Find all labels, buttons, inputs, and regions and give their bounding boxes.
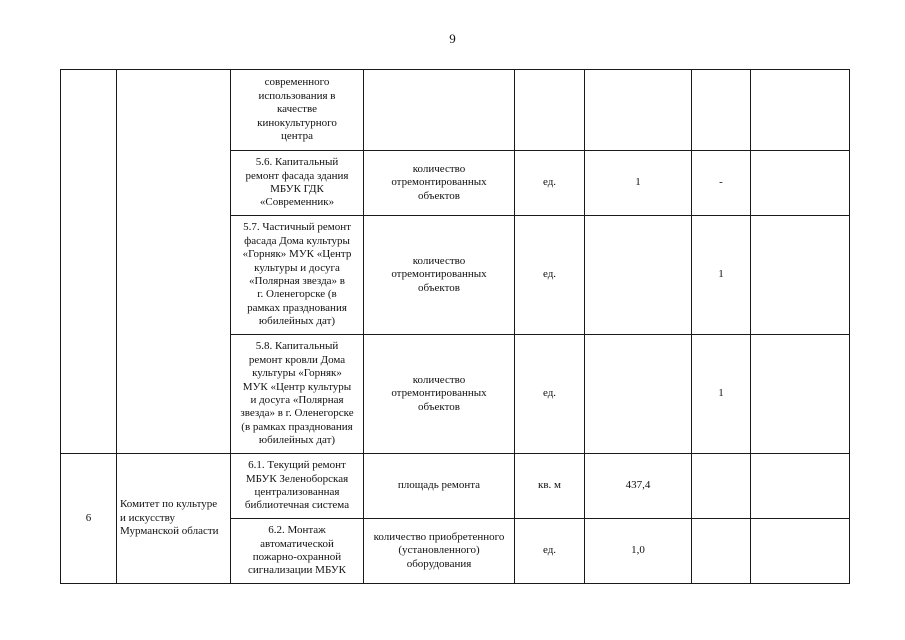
- table-row: [61, 70, 850, 151]
- unit-cell: ед.: [515, 335, 585, 454]
- event-cell: 5.6. Капитальный ремонт фасада здания МБУК ГДК «Современник»: [231, 151, 364, 216]
- unit-cell: кв. м: [515, 454, 585, 519]
- value-cell: 1,0: [585, 519, 692, 584]
- value-cell: [751, 454, 850, 519]
- value-cell: [692, 70, 751, 151]
- value-cell: 1: [692, 335, 751, 454]
- value-cell: [585, 335, 692, 454]
- event-cell: 6.1. Текущий ремонт МБУК Зеленоборская централизованная библиотечная система: [231, 454, 364, 519]
- indicator-cell: количество отремонтированных объектов: [364, 151, 515, 216]
- value-cell: 1: [585, 151, 692, 216]
- indicator-cell: количество отремонтированных объектов: [364, 216, 515, 335]
- unit-cell: ед.: [515, 216, 585, 335]
- event-cell: 5.8. Капитальный ремонт кровли Дома культуры «Горняк» МУК «Центр культуры и досуга «Полярная звезда» в г. Оленегорске (в рамках празднования юбилейных дат): [231, 335, 364, 454]
- value-cell: [585, 216, 692, 335]
- value-cell: [692, 519, 751, 584]
- program-table: [60, 69, 850, 584]
- unit-cell: ед.: [515, 519, 585, 584]
- executor-cell: [117, 70, 231, 454]
- event-cell: 5.7. Частичный ремонт фасада Дома культуры «Горняк» МУК «Центр культуры и досуга «Полярная звезда» в г. Оленегорске (в рамках празднования юбилейных дат): [231, 216, 364, 335]
- unit-cell: [515, 70, 585, 151]
- indicator-cell: количество приобретенного (установленного) оборудования: [364, 519, 515, 584]
- event-cell: современного использования в качестве кинокультурного центра: [231, 70, 364, 151]
- value-cell: [751, 335, 850, 454]
- event-cell: 6.2. Монтаж автоматической пожарно-охранной сигнализации МБУК: [231, 519, 364, 584]
- value-cell: -: [692, 151, 751, 216]
- value-cell: [751, 216, 850, 335]
- unit-cell: ед.: [515, 151, 585, 216]
- table-row: [61, 454, 850, 519]
- value-cell: [751, 70, 850, 151]
- value-cell: [751, 519, 850, 584]
- indicator-cell: количество отремонтированных объектов: [364, 335, 515, 454]
- executor-cell: Комитет по культуре и искусству Мурманской области: [117, 454, 231, 584]
- value-cell: 1: [692, 216, 751, 335]
- value-cell: 437,4: [585, 454, 692, 519]
- value-cell: [585, 70, 692, 151]
- number-cell: 6: [61, 454, 117, 584]
- page-number: 9: [449, 31, 456, 46]
- indicator-cell: площадь ремонта: [364, 454, 515, 519]
- number-cell: [61, 70, 117, 454]
- indicator-cell: [364, 70, 515, 151]
- value-cell: [751, 151, 850, 216]
- value-cell: [692, 454, 751, 519]
